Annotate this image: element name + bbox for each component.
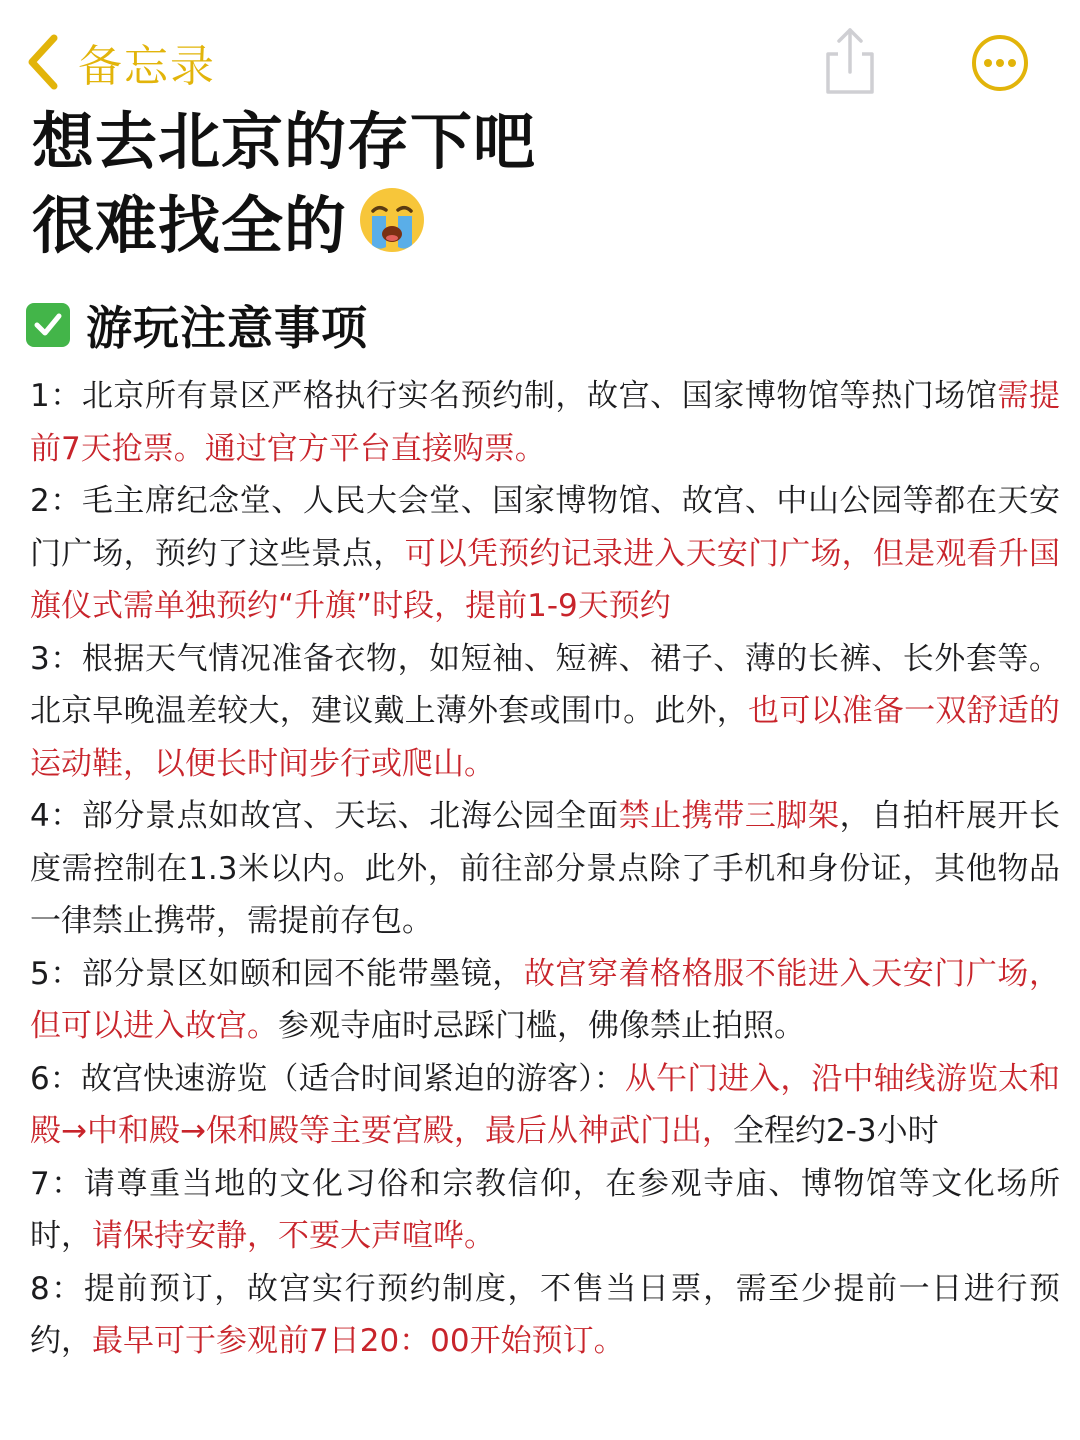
note-item	[30, 790, 1060, 948]
note-highlight: 请保持安静，不要大声喧哗。	[92, 1218, 495, 1254]
note-item	[30, 948, 1060, 1053]
note-highlight: 从午门进入，沿中轴线游览太和殿→中和殿→保和殿等主要宫殿，最后从神武门出，	[30, 1060, 1060, 1149]
notes-list	[30, 370, 1060, 1368]
section-header	[26, 290, 368, 360]
share-button[interactable]	[820, 26, 880, 96]
note-title-line-2	[32, 184, 1032, 268]
note-text: ，自拍杆展开长度需控制在1.3米以内。此外，前往部分景点除了手机和身份证，其他物品一律禁止携带，需提前存包。	[30, 798, 1061, 939]
note-highlight: 禁止携带三脚架	[618, 798, 840, 834]
loudly-crying-face-icon	[357, 185, 427, 255]
note-highlight: 最早可于参观前7日20：00开始预订。	[92, 1323, 625, 1359]
note-text: 全程约2-3小时	[732, 1113, 939, 1149]
note-item	[30, 1263, 1060, 1368]
check-mark-button-icon	[26, 303, 70, 347]
note-item	[30, 1053, 1060, 1158]
note-text: 1：北京所有景区严格执行实名预约制，故宫、国家博物馆等热门场馆	[30, 378, 998, 414]
note-text: 5：部分景区如颐和园不能带墨镜，	[30, 955, 524, 992]
note-highlight: 故宫穿着格格服不能进入天安门广场，但可以进入故宫。	[30, 955, 1060, 1044]
back-button-label: 备忘录	[78, 41, 216, 92]
note-text: 参观寺庙时忌踩门槛，佛像禁止拍照。	[278, 1008, 805, 1044]
note-text: 4：部分景点如故宫、天坛、北海公园全面	[30, 798, 619, 834]
note-title-line-1: 想去北京的存下吧	[32, 105, 537, 178]
note-item	[30, 475, 1060, 633]
note-item	[30, 370, 1060, 475]
note-text: 8：提前预订，故宫实行预约制度，不售当日票，需至少提前一日进行预约，	[30, 1270, 1060, 1359]
section-title: 游玩注意事项	[86, 301, 368, 355]
note-item	[30, 633, 1060, 791]
note-text: 7：请尊重当地的文化习俗和宗教信仰，在参观寺庙、博物馆等文化场所时，	[30, 1165, 1060, 1254]
more-button[interactable]	[970, 33, 1030, 93]
more-icon	[970, 33, 1030, 93]
note-text: 3：根据天气情况准备衣物，如短袖、短裤、裙子、薄的长裤、长外套等。北京早晚温差较大，建议戴上薄外套或围巾。此外，	[30, 640, 1060, 729]
note-highlight: 可以凭预约记录进入天安门广场，但是观看升国旗仪式需单独预约“升旗”时段，提前1-9天预约	[30, 535, 1060, 624]
note-title	[32, 100, 1032, 268]
note-item	[30, 1158, 1060, 1263]
note-text: 6：故宫快速游览（适合时间紧迫的游客）：	[30, 1060, 625, 1097]
note-text: 2：毛主席纪念堂、人民大会堂、国家博物馆、故宫、中山公园等都在天安门广场，预约了这些景点，	[30, 483, 1060, 572]
back-button[interactable]	[26, 30, 216, 94]
note-title-line-2-text: 很难找全的	[32, 189, 348, 262]
share-icon	[820, 26, 880, 96]
chevron-left-icon	[26, 34, 60, 90]
navigation-bar	[0, 0, 1080, 110]
note-highlight: 需提前7天抢票。通过官方平台直接购票。	[30, 378, 1060, 467]
note-highlight: 也可以准备一双舒适的运动鞋，以便长时间步行或爬山。	[30, 693, 1060, 782]
